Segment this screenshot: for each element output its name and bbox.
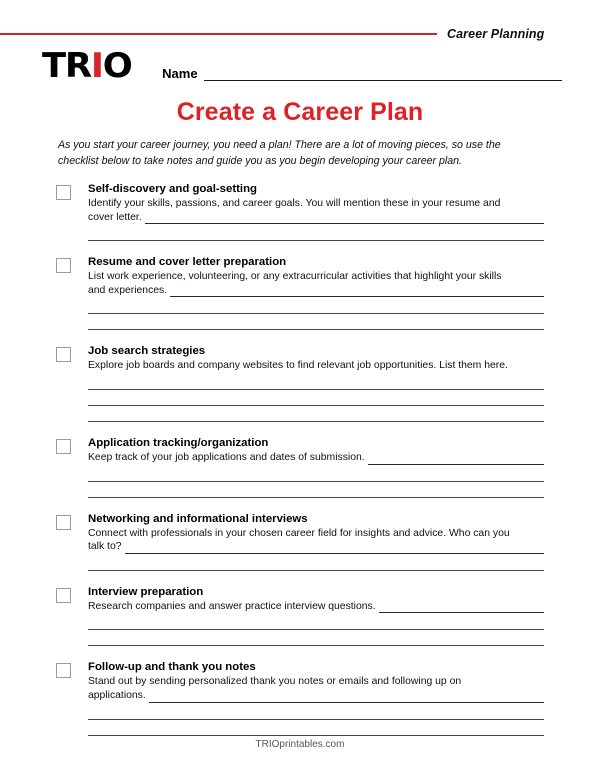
checkbox-icon[interactable] xyxy=(56,515,71,530)
checklist-item-title: Follow-up and thank you notes xyxy=(88,661,256,674)
checklist-item-title: Resume and cover letter preparation xyxy=(88,256,287,269)
write-in-rule[interactable] xyxy=(88,703,544,720)
checklist-item-description xyxy=(88,270,544,297)
name-input-line[interactable] xyxy=(204,69,562,81)
header-bar xyxy=(0,24,600,44)
header-red-rule xyxy=(0,33,437,35)
checkbox-icon[interactable] xyxy=(56,258,71,273)
footer-url: TRIOprintables.com xyxy=(255,739,345,750)
write-in-rule[interactable] xyxy=(88,630,544,646)
write-in-rule[interactable] xyxy=(88,482,544,498)
description-line: cover letter. xyxy=(88,211,142,223)
checklist-item-title: Interview preparation xyxy=(88,585,204,598)
logo-part-i: I xyxy=(90,46,103,86)
checklist xyxy=(56,182,544,750)
checkbox-icon[interactable] xyxy=(56,588,71,603)
checkbox-icon[interactable] xyxy=(56,663,71,678)
description-line: Keep track of your job applications and dates of submission. xyxy=(88,451,365,463)
description-line-with-write-rule xyxy=(88,284,544,298)
description-line-with-write-rule xyxy=(88,689,544,703)
checklist-item-description xyxy=(88,527,544,554)
checklist-item-description xyxy=(88,451,544,465)
category-label: Career Planning xyxy=(447,27,545,41)
description-line-with-write-rule xyxy=(88,211,544,225)
description-line: Connect with professionals in your chosen career field for insights and advice. Who can you xyxy=(88,527,510,539)
checklist-item xyxy=(56,182,544,241)
write-in-rule[interactable] xyxy=(88,224,544,241)
write-in-rule[interactable] xyxy=(125,543,544,554)
checklist-item-description xyxy=(88,197,544,224)
checklist-item xyxy=(56,585,544,647)
checklist-item-description xyxy=(88,600,544,614)
logo-part-o: O xyxy=(102,46,132,86)
checklist-item-title: Self-discovery and goal-setting xyxy=(88,183,257,195)
write-in-rule[interactable] xyxy=(88,720,544,736)
logo-part-tr: TR xyxy=(42,46,91,86)
logo-and-name-row xyxy=(42,48,562,84)
write-in-rule[interactable] xyxy=(145,213,544,224)
checklist-item-title: Networking and informational interviews xyxy=(88,512,308,525)
description-line-with-write-rule xyxy=(88,540,544,554)
trio-logo xyxy=(42,46,132,86)
checklist-item-description xyxy=(88,675,544,702)
description-line: List work experience, volunteering, or any extracurricular activities that highlight your skills xyxy=(88,271,502,283)
checklist-item-description xyxy=(88,359,544,373)
description-line: Explore job boards and company websites to find relevant job opportunities. List them here. xyxy=(88,360,508,372)
description-line-with-write-rule xyxy=(88,600,544,614)
write-in-rule[interactable] xyxy=(170,286,544,297)
checkbox-icon[interactable] xyxy=(56,185,71,200)
checklist-item xyxy=(56,344,544,422)
page-title: Create a Career Plan xyxy=(176,98,424,126)
write-in-rule[interactable] xyxy=(88,406,544,422)
checklist-item-title: Application tracking/organization xyxy=(88,436,269,449)
write-in-rule[interactable] xyxy=(88,373,544,390)
checkbox-icon[interactable] xyxy=(56,439,71,454)
checklist-item-title: Job search strategies xyxy=(88,345,206,358)
description-line: Identify your skills, passions, and career goals. You will mention these in your resume and xyxy=(88,198,501,209)
description-line: Stand out by sending personalized thank you notes or emails and following up on xyxy=(88,676,462,688)
intro-paragraph: As you start your career journey, you need a plan! There are a lot of moving pieces, so use the checklist below to take notes and guide you as you begin developing your career plan. xyxy=(58,139,501,167)
name-label: Name xyxy=(162,66,198,81)
write-in-rule[interactable] xyxy=(88,297,544,314)
name-field-group[interactable] xyxy=(162,66,562,81)
write-in-rule[interactable] xyxy=(88,314,544,330)
checklist-item xyxy=(56,255,544,330)
write-in-rule[interactable] xyxy=(149,692,544,703)
write-in-rule[interactable] xyxy=(379,602,544,613)
description-line: applications. xyxy=(88,689,146,701)
description-line: talk to? xyxy=(88,541,122,553)
write-in-rule[interactable] xyxy=(88,465,544,482)
description-line: and experiences. xyxy=(88,284,168,296)
write-in-rule[interactable] xyxy=(88,554,544,571)
write-in-rule[interactable] xyxy=(368,454,544,465)
description-line: Research companies and answer practice interview questions. xyxy=(88,600,376,612)
description-line-with-write-rule xyxy=(88,451,544,465)
write-in-rule[interactable] xyxy=(88,390,544,406)
checklist-item xyxy=(56,660,544,735)
checklist-item xyxy=(56,436,544,498)
write-in-rule[interactable] xyxy=(88,613,544,630)
checkbox-icon[interactable] xyxy=(56,347,71,362)
checklist-item xyxy=(56,512,544,571)
